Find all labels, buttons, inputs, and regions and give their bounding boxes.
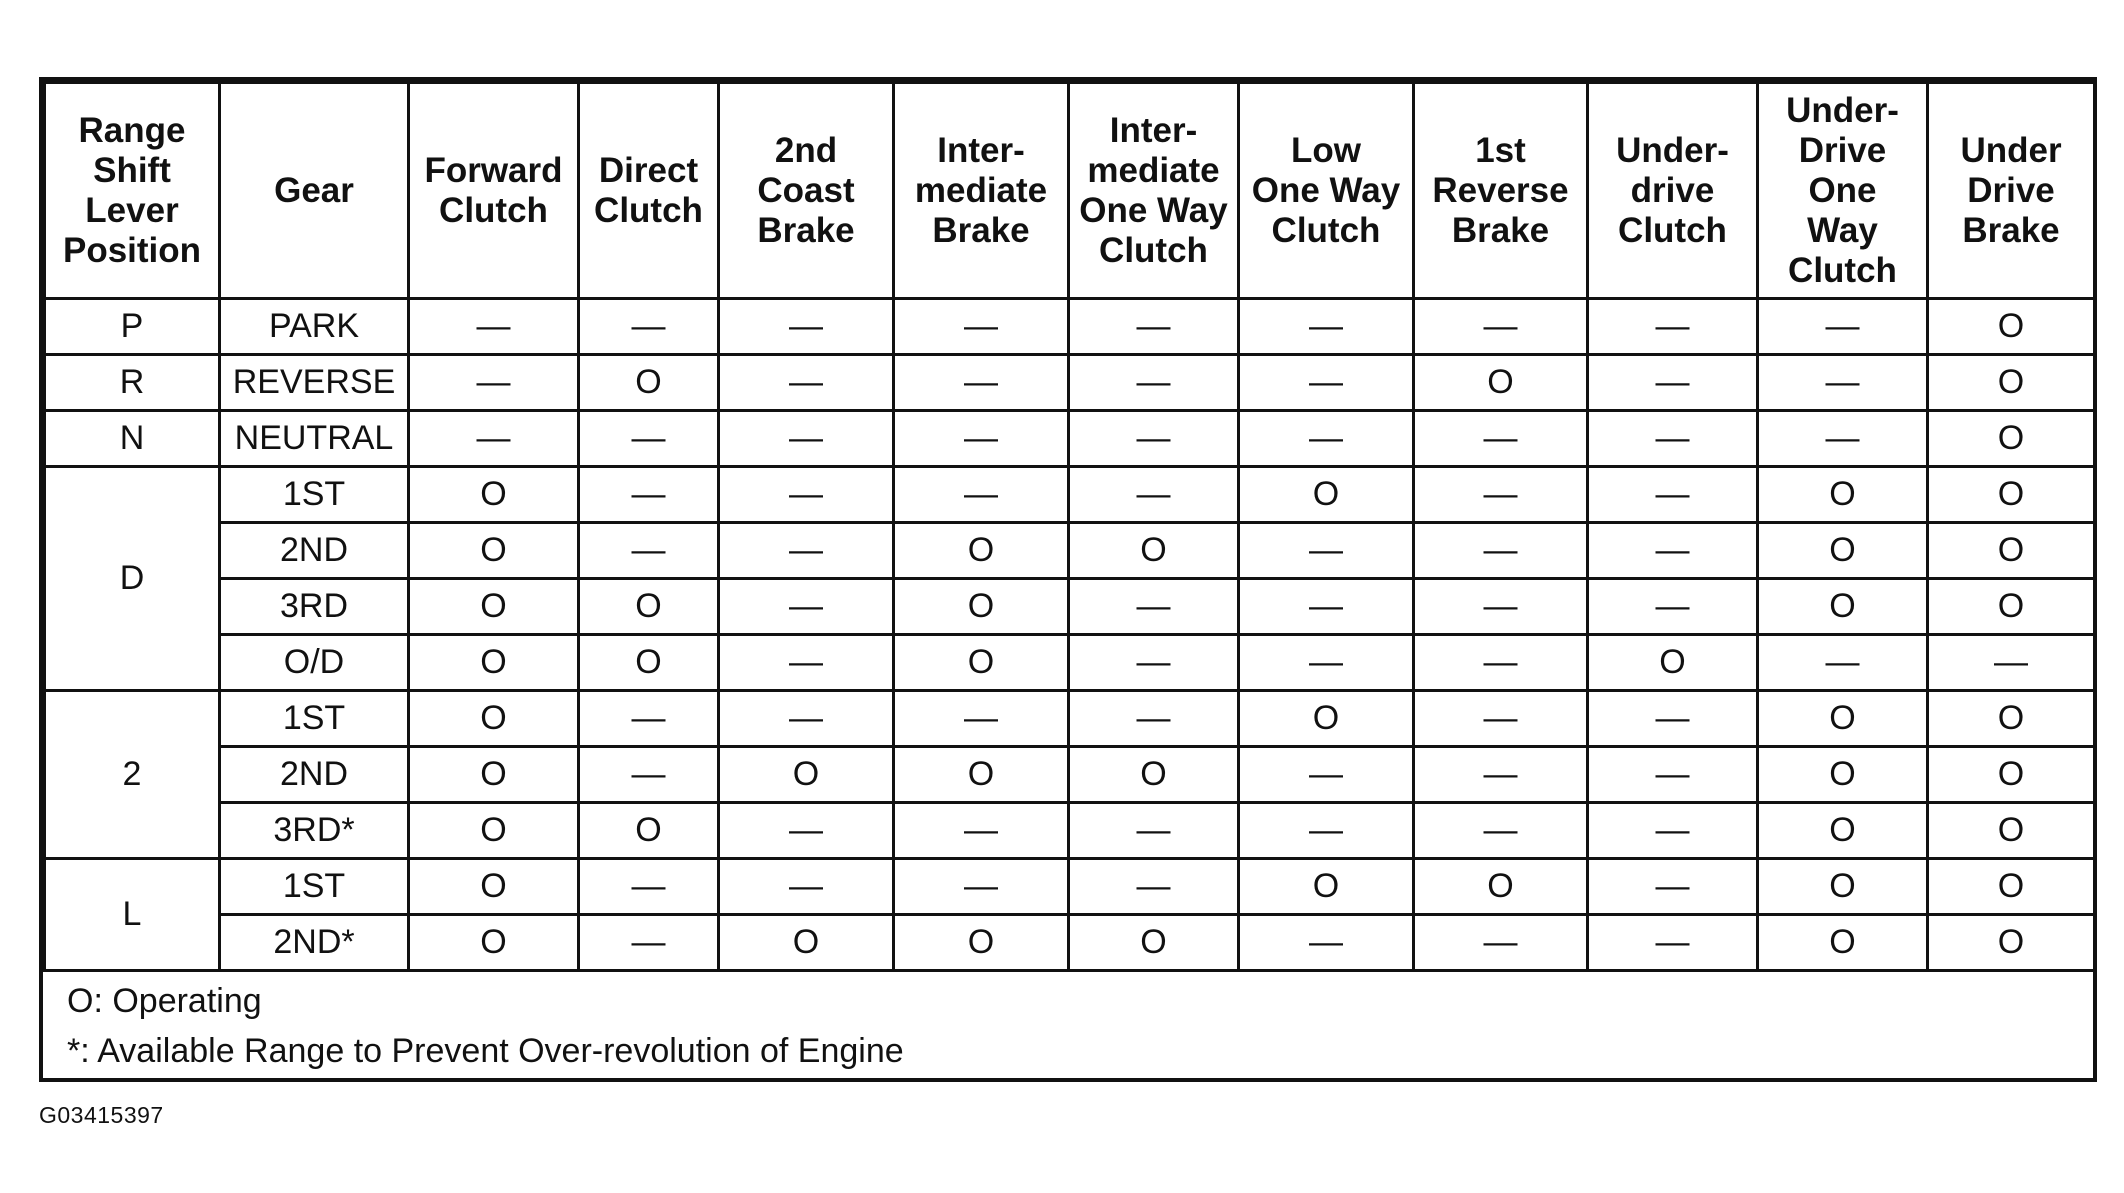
operating-mark: O: [894, 579, 1069, 635]
header-intermediate-brake: Inter- mediate Brake: [894, 83, 1069, 299]
not-operating-mark: —: [1069, 859, 1239, 915]
not-operating-mark: —: [1414, 915, 1588, 971]
operating-mark: O: [409, 635, 579, 691]
not-operating-mark: —: [719, 691, 894, 747]
not-operating-mark: —: [894, 803, 1069, 859]
operating-mark: O: [1928, 915, 2095, 971]
operating-mark: O: [1069, 747, 1239, 803]
legend: [43, 972, 2093, 1078]
table-row: [45, 747, 2095, 803]
header-range-shift-lever-position: Range Shift Lever Position: [45, 83, 220, 299]
not-operating-mark: —: [894, 299, 1069, 355]
not-operating-mark: —: [719, 467, 894, 523]
not-operating-mark: —: [1069, 635, 1239, 691]
not-operating-mark: —: [1414, 747, 1588, 803]
operating-mark: O: [1758, 523, 1928, 579]
table-row: [45, 523, 2095, 579]
header-underdrive-one-way-clutch: Under- Drive One Way Clutch: [1758, 83, 1928, 299]
operating-mark: O: [1069, 915, 1239, 971]
operating-mark: O: [1928, 579, 2095, 635]
operating-mark: O: [1239, 859, 1414, 915]
not-operating-mark: —: [894, 411, 1069, 467]
gear-cell: 3RD: [220, 579, 409, 635]
operating-mark: O: [894, 523, 1069, 579]
not-operating-mark: —: [894, 467, 1069, 523]
not-operating-mark: —: [1239, 747, 1414, 803]
operating-mark: O: [1758, 467, 1928, 523]
not-operating-mark: —: [1239, 915, 1414, 971]
not-operating-mark: —: [579, 523, 719, 579]
gear-cell: NEUTRAL: [220, 411, 409, 467]
not-operating-mark: —: [719, 635, 894, 691]
not-operating-mark: —: [1069, 691, 1239, 747]
not-operating-mark: —: [894, 691, 1069, 747]
table-row: [45, 467, 2095, 523]
not-operating-mark: —: [1414, 467, 1588, 523]
not-operating-mark: —: [1588, 299, 1758, 355]
gear-cell: 2ND*: [220, 915, 409, 971]
header-intermediate-one-way-clutch: Inter- mediate One Way Clutch: [1069, 83, 1239, 299]
not-operating-mark: —: [1069, 803, 1239, 859]
not-operating-mark: —: [1588, 915, 1758, 971]
header-direct-clutch: Direct Clutch: [579, 83, 719, 299]
not-operating-mark: —: [579, 691, 719, 747]
not-operating-mark: —: [579, 915, 719, 971]
operating-mark: O: [409, 859, 579, 915]
not-operating-mark: —: [1239, 579, 1414, 635]
operating-mark: O: [1758, 859, 1928, 915]
range-position-cell: D: [45, 467, 220, 691]
header-low-one-way-clutch: Low One Way Clutch: [1239, 83, 1414, 299]
not-operating-mark: —: [1588, 411, 1758, 467]
not-operating-mark: —: [1414, 635, 1588, 691]
not-operating-mark: —: [1588, 355, 1758, 411]
not-operating-mark: —: [1069, 299, 1239, 355]
operating-mark: O: [579, 579, 719, 635]
not-operating-mark: —: [579, 467, 719, 523]
header-row: [45, 83, 2095, 299]
operating-mark: O: [1928, 523, 2095, 579]
operating-mark: O: [719, 747, 894, 803]
not-operating-mark: —: [719, 299, 894, 355]
table-row: [45, 803, 2095, 859]
operating-mark: O: [1414, 859, 1588, 915]
legend-available-range: *: Available Range to Prevent Over-revolution of Engine: [67, 1032, 904, 1070]
not-operating-mark: —: [1239, 803, 1414, 859]
header-2nd-coast-brake: 2nd Coast Brake: [719, 83, 894, 299]
operating-mark: O: [1758, 915, 1928, 971]
not-operating-mark: —: [1414, 691, 1588, 747]
operating-mark: O: [1928, 747, 2095, 803]
range-position-cell: L: [45, 859, 220, 971]
header-forward-clutch: Forward Clutch: [409, 83, 579, 299]
not-operating-mark: —: [1414, 803, 1588, 859]
not-operating-mark: —: [1414, 411, 1588, 467]
not-operating-mark: —: [1588, 523, 1758, 579]
not-operating-mark: —: [409, 355, 579, 411]
header-gear: Gear: [220, 83, 409, 299]
operating-mark: O: [894, 635, 1069, 691]
operating-mark: O: [894, 747, 1069, 803]
operating-mark: O: [1758, 579, 1928, 635]
legend-operating: O: Operating: [67, 982, 262, 1020]
not-operating-mark: —: [1588, 579, 1758, 635]
range-position-cell: P: [45, 299, 220, 355]
not-operating-mark: —: [1414, 299, 1588, 355]
gear-cell: O/D: [220, 635, 409, 691]
not-operating-mark: —: [719, 859, 894, 915]
clutch-brake-table: [43, 81, 2096, 972]
not-operating-mark: —: [719, 803, 894, 859]
header-underdrive-brake: Under Drive Brake: [1928, 83, 2095, 299]
operating-mark: O: [1928, 355, 2095, 411]
gear-cell: 3RD*: [220, 803, 409, 859]
not-operating-mark: —: [1758, 635, 1928, 691]
figure-code: G03415397: [39, 1102, 164, 1128]
not-operating-mark: —: [1239, 355, 1414, 411]
table-row: [45, 635, 2095, 691]
operating-mark: O: [1069, 523, 1239, 579]
operating-mark: O: [409, 803, 579, 859]
range-position-cell: N: [45, 411, 220, 467]
not-operating-mark: —: [1758, 299, 1928, 355]
operating-mark: O: [1758, 803, 1928, 859]
operating-mark: O: [1928, 691, 2095, 747]
range-position-cell: 2: [45, 691, 220, 859]
operating-mark: O: [579, 803, 719, 859]
not-operating-mark: —: [1239, 411, 1414, 467]
gear-cell: 1ST: [220, 691, 409, 747]
operating-mark: O: [1239, 467, 1414, 523]
not-operating-mark: —: [1758, 355, 1928, 411]
not-operating-mark: —: [1069, 355, 1239, 411]
operating-mark: O: [409, 915, 579, 971]
table-row: [45, 915, 2095, 971]
not-operating-mark: —: [1414, 523, 1588, 579]
not-operating-mark: —: [579, 411, 719, 467]
table-row: [45, 859, 2095, 915]
not-operating-mark: —: [894, 859, 1069, 915]
not-operating-mark: —: [894, 355, 1069, 411]
operating-mark: O: [579, 355, 719, 411]
table-row: [45, 411, 2095, 467]
operating-mark: O: [409, 691, 579, 747]
not-operating-mark: —: [579, 859, 719, 915]
not-operating-mark: —: [1588, 859, 1758, 915]
operating-mark: O: [1928, 411, 2095, 467]
operating-mark: O: [409, 523, 579, 579]
not-operating-mark: —: [1069, 467, 1239, 523]
gear-cell: 1ST: [220, 467, 409, 523]
header-1st-reverse-brake: 1st Reverse Brake: [1414, 83, 1588, 299]
not-operating-mark: —: [719, 355, 894, 411]
not-operating-mark: —: [1588, 747, 1758, 803]
not-operating-mark: —: [1069, 411, 1239, 467]
operating-mark: O: [409, 579, 579, 635]
not-operating-mark: —: [409, 411, 579, 467]
gear-cell: REVERSE: [220, 355, 409, 411]
not-operating-mark: —: [1588, 803, 1758, 859]
not-operating-mark: —: [1239, 299, 1414, 355]
table-row: [45, 299, 2095, 355]
operating-mark: O: [1758, 747, 1928, 803]
operating-mark: O: [1758, 691, 1928, 747]
operating-mark: O: [1239, 691, 1414, 747]
not-operating-mark: —: [1069, 579, 1239, 635]
not-operating-mark: —: [719, 579, 894, 635]
operating-mark: O: [1588, 635, 1758, 691]
not-operating-mark: —: [409, 299, 579, 355]
table-body: [45, 299, 2095, 971]
table-row: [45, 691, 2095, 747]
gear-cell: 2ND: [220, 523, 409, 579]
not-operating-mark: —: [1239, 635, 1414, 691]
table-row: [45, 579, 2095, 635]
not-operating-mark: —: [719, 411, 894, 467]
gear-cell: 2ND: [220, 747, 409, 803]
not-operating-mark: —: [1414, 579, 1588, 635]
not-operating-mark: —: [579, 299, 719, 355]
gear-cell: PARK: [220, 299, 409, 355]
operating-mark: O: [579, 635, 719, 691]
not-operating-mark: —: [1588, 691, 1758, 747]
operating-mark: O: [719, 915, 894, 971]
not-operating-mark: —: [1239, 523, 1414, 579]
engagement-chart: [39, 77, 2097, 1082]
operating-mark: O: [1928, 803, 2095, 859]
operating-mark: O: [409, 467, 579, 523]
operating-mark: O: [894, 915, 1069, 971]
not-operating-mark: —: [719, 523, 894, 579]
operating-mark: O: [409, 747, 579, 803]
operating-mark: O: [1928, 299, 2095, 355]
not-operating-mark: —: [579, 747, 719, 803]
not-operating-mark: —: [1928, 635, 2095, 691]
table-row: [45, 355, 2095, 411]
operating-mark: O: [1928, 467, 2095, 523]
not-operating-mark: —: [1758, 411, 1928, 467]
range-position-cell: R: [45, 355, 220, 411]
operating-mark: O: [1928, 859, 2095, 915]
not-operating-mark: —: [1588, 467, 1758, 523]
header-underdrive-clutch: Under- drive Clutch: [1588, 83, 1758, 299]
operating-mark: O: [1414, 355, 1588, 411]
gear-cell: 1ST: [220, 859, 409, 915]
